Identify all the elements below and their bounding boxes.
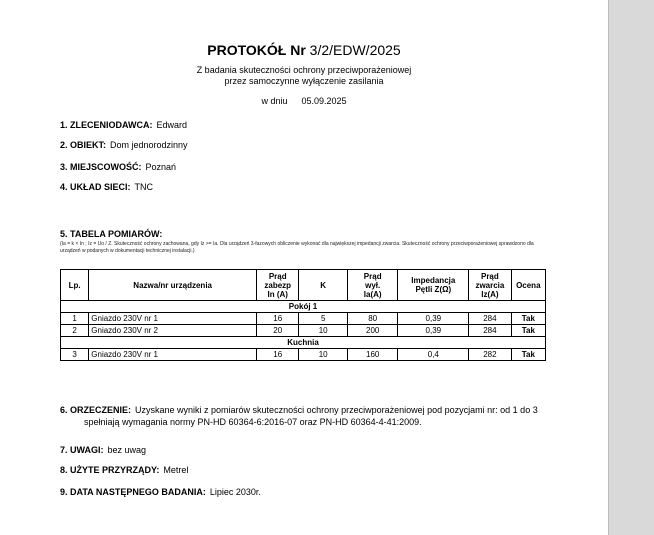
table-row [61, 325, 546, 337]
object-field [60, 140, 188, 150]
header-grade: Ocena [511, 270, 545, 301]
cell-in: 16 [257, 313, 299, 325]
header-iz: Prąd zwarcia Iz(A) [469, 270, 511, 301]
instruments-field [60, 465, 188, 475]
header-k: K [299, 270, 348, 301]
cell-iz: 284 [469, 325, 511, 337]
header-in: Prąd zabezp In (A) [257, 270, 299, 301]
date-label: w dniu [261, 96, 288, 106]
table-heading [60, 229, 166, 239]
conclusion-line-1 [60, 404, 560, 416]
subtitle-line-2: przez samoczynne wyłączenie zasilania [224, 76, 384, 86]
cell-lp: 1 [61, 313, 89, 325]
table-row [61, 349, 546, 361]
protocol-number: 3/2/EDW/2025 [309, 42, 401, 58]
remarks-field [60, 445, 146, 455]
section-row [61, 337, 546, 349]
object-label: 2. OBIEKT: [60, 140, 107, 150]
cell-k: 10 [299, 349, 348, 361]
cell-k: 10 [299, 325, 348, 337]
network-field [60, 182, 153, 192]
cell-grade: Tak [511, 349, 545, 361]
header-name: Nazwa/nr urządzenia [89, 270, 257, 301]
location-label: 3. MIEJSCOWOŚĆ: [60, 162, 142, 172]
table-header-row [61, 270, 546, 301]
cell-iz: 282 [469, 349, 511, 361]
location-value: Poznań [145, 162, 177, 172]
section-name: Kuchnia [61, 337, 546, 349]
date-value: 05.09.2025 [301, 96, 347, 106]
remarks-label: 7. UWAGI: [60, 445, 104, 455]
next-test-field [60, 487, 261, 497]
location-field [60, 162, 176, 172]
cell-device-name: Gniazdo 230V nr 2 [89, 325, 257, 337]
cell-grade: Tak [511, 325, 545, 337]
header-impedance: Impedancja Pętli Z(Ω) [398, 270, 469, 301]
conclusion-label: 6. ORZECZENIE: [60, 405, 132, 415]
date-row [0, 96, 608, 106]
measurement-table [60, 269, 546, 361]
cell-ia: 80 [347, 313, 398, 325]
cell-lp: 2 [61, 325, 89, 337]
cell-iz: 284 [469, 313, 511, 325]
cell-impedance: 0,39 [398, 313, 469, 325]
table-row [61, 313, 546, 325]
conclusion [60, 404, 560, 428]
cell-in: 20 [257, 325, 299, 337]
network-value: TNC [134, 182, 154, 192]
table-note: (Ia = k × In ; Iz = Uo / Z. Skuteczność ochrony zachowana, gdy Iz >= Ia. Dla urządzeń 3-fazowych obliczenie wykonać dla największej impedancji zwarcia. Skuteczność ochrony przeciwporażeniowej sprawdzono dla urządzeń w podanych w dokumentacji technicznej instalacji.) [60, 241, 534, 254]
remarks-value: bez uwag [107, 445, 147, 455]
cell-ia: 160 [347, 349, 398, 361]
viewer-side-panel [608, 0, 654, 535]
title-prefix: PROTOKÓŁ Nr [207, 42, 306, 58]
header-lp: Lp. [61, 270, 89, 301]
client-label: 1. ZLECENIODAWCA: [60, 120, 153, 130]
cell-device-name: Gniazdo 230V nr 1 [89, 349, 257, 361]
conclusion-text-1: Uzyskane wyniki z pomiarów skuteczności ochrony przeciwporażeniowej pod pozycjami nr: od 1 do 3 [135, 405, 538, 415]
next-test-label: 9. DATA NASTĘPNEGO BADANIA: [60, 487, 206, 497]
object-value: Dom jednorodzinny [110, 140, 188, 150]
section-row [61, 301, 546, 313]
cell-in: 16 [257, 349, 299, 361]
client-value: Edward [156, 120, 188, 130]
instruments-value: Metrel [163, 465, 189, 475]
conclusion-line-2: spełniają wymagania normy PN-HD 60364-6:2016-07 oraz PN-HD 60364-4-41:2009. [84, 417, 422, 427]
client-field [60, 120, 187, 130]
table-heading-label: 5. TABELA POMIARÓW: [60, 229, 163, 239]
cell-impedance: 0,4 [398, 349, 469, 361]
cell-k: 5 [299, 313, 348, 325]
instruments-label: 8. UŻYTE PRZYRZĄDY: [60, 465, 160, 475]
cell-ia: 200 [347, 325, 398, 337]
cell-impedance: 0,39 [398, 325, 469, 337]
section-name: Pokój 1 [61, 301, 546, 313]
cell-lp: 3 [61, 349, 89, 361]
document-title [0, 42, 608, 58]
network-label: 4. UKŁAD SIECI: [60, 182, 131, 192]
next-test-value: Lipiec 2030r. [209, 487, 261, 497]
header-ia: Prąd wył. Ia(A) [347, 270, 398, 301]
cell-grade: Tak [511, 313, 545, 325]
subtitle-line-1: Z badania skuteczności ochrony przeciwporażeniowej [196, 65, 412, 75]
cell-device-name: Gniazdo 230V nr 1 [89, 313, 257, 325]
